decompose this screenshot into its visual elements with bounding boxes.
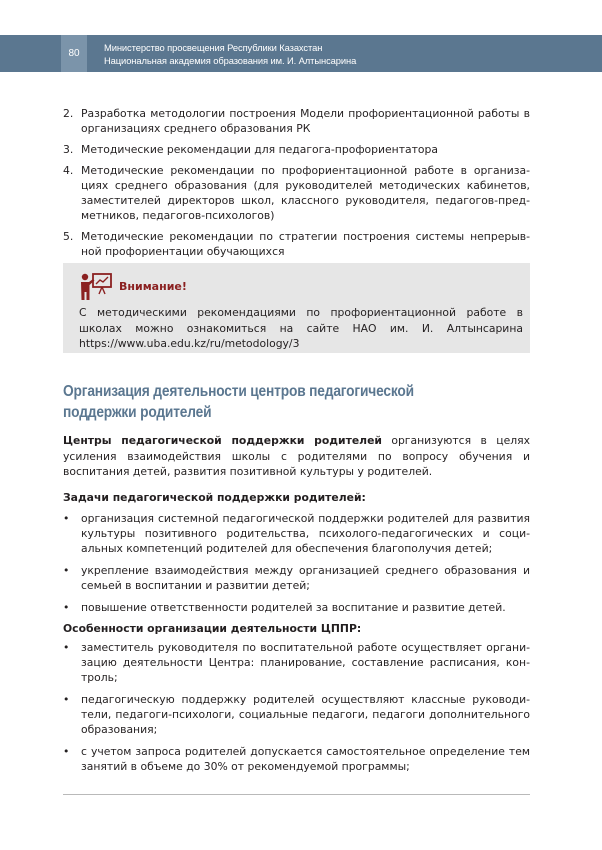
header-line-2: Национальная академия образования им. И. Алтынсарина [104, 55, 357, 66]
list-number: 2. [63, 107, 74, 120]
bullet: • [63, 564, 70, 577]
intro-text: организуются в целях усиления взаимодействия школы с родителями по вопросу обучения и воспитания детей, развития позитивной культуры у родителей. [63, 434, 530, 478]
page-header [0, 35, 602, 72]
features-list [63, 640, 530, 781]
list-item [63, 600, 530, 615]
list-item [63, 106, 530, 136]
list-item-text: педагогическую поддержку родителей осуществляют классные руководители, педагоги-психологи, социальные педагоги, педагоги дополнительного образования; [81, 693, 530, 736]
list-item [63, 640, 530, 685]
footer-divider [63, 794, 530, 795]
list-number: 4. [63, 164, 74, 177]
header-line-1: Министерство просвещения Республики Казахстан [104, 42, 323, 53]
list-item [63, 511, 530, 556]
list-item [63, 163, 530, 223]
bullet: • [63, 512, 70, 525]
list-item-text: заместитель руководителя по воспитательной работе осуществляет организацию деятельности Центра: планирование, составление расписания, контроль; [81, 641, 530, 684]
list-number: 5. [63, 230, 74, 243]
list-number: 3. [63, 143, 74, 156]
section-title: Организация деятельности центров педагогической поддержки родителей [63, 383, 414, 421]
list-item-text: Методические рекомендации для педагога-профориентатора [81, 143, 439, 156]
list-item-text: организация системной педагогической поддержки родителей для развития культуры позитивного родительства, психолого-педагогических и социальных компетенций родителей для обеспечения благополучия детей; [81, 512, 530, 555]
list-item-text: Методические рекомендации по стратегии построения системы непрерывной профориентации обучающихся [81, 230, 530, 258]
page-number: 80 [61, 35, 87, 72]
header-text [104, 41, 356, 67]
bullet: • [63, 641, 70, 654]
bullet: • [63, 745, 70, 758]
list-item-text: Разработка методологии построения Модели профориентационной работы в организациях среднего образования РК [81, 107, 530, 135]
list-item-text: повышение ответственности родителей за воспитание и развитие детей. [81, 601, 506, 614]
list-item [63, 142, 530, 157]
list-item [63, 229, 530, 259]
bullet: • [63, 693, 70, 706]
bullet: • [63, 601, 70, 614]
notice-box [63, 263, 530, 353]
features-heading: Особенности организации деятельности ЦППР: [63, 622, 362, 635]
list-item-text: Методические рекомендации по профориентационной работе в организациях среднего образования (для руководителей методических кабинетов, заместителей директоров школ, классного руководителя, педагогов-предметников, педагогов-психологов) [81, 164, 530, 222]
list-item-text: укрепление взаимодействия между организацией среднего образования и семьей в воспитании и развитии детей; [81, 564, 530, 592]
notice-title: Внимание! [119, 280, 187, 293]
list-item [63, 744, 530, 774]
numbered-list [63, 106, 530, 265]
notice-text: С методическими рекомендациями по профориентационной работе в школах можно ознакомиться на сайте НАО им. И. Алтынсарина https://www.uba.edu.kz/ru/metodology/3 [79, 306, 523, 350]
tasks-list [63, 511, 530, 622]
list-item-text: с учетом запроса родителей допускается самостоятельное определение тем занятий в объеме до 30% от рекомендуемой программы; [81, 745, 530, 773]
list-item [63, 563, 530, 593]
teacher-board-icon [79, 272, 113, 300]
tasks-heading: Задачи педагогической поддержки родителей: [63, 491, 366, 504]
list-item [63, 692, 530, 737]
intro-paragraph [63, 433, 530, 480]
intro-bold: Центры педагогической поддержки родителей [63, 434, 382, 447]
